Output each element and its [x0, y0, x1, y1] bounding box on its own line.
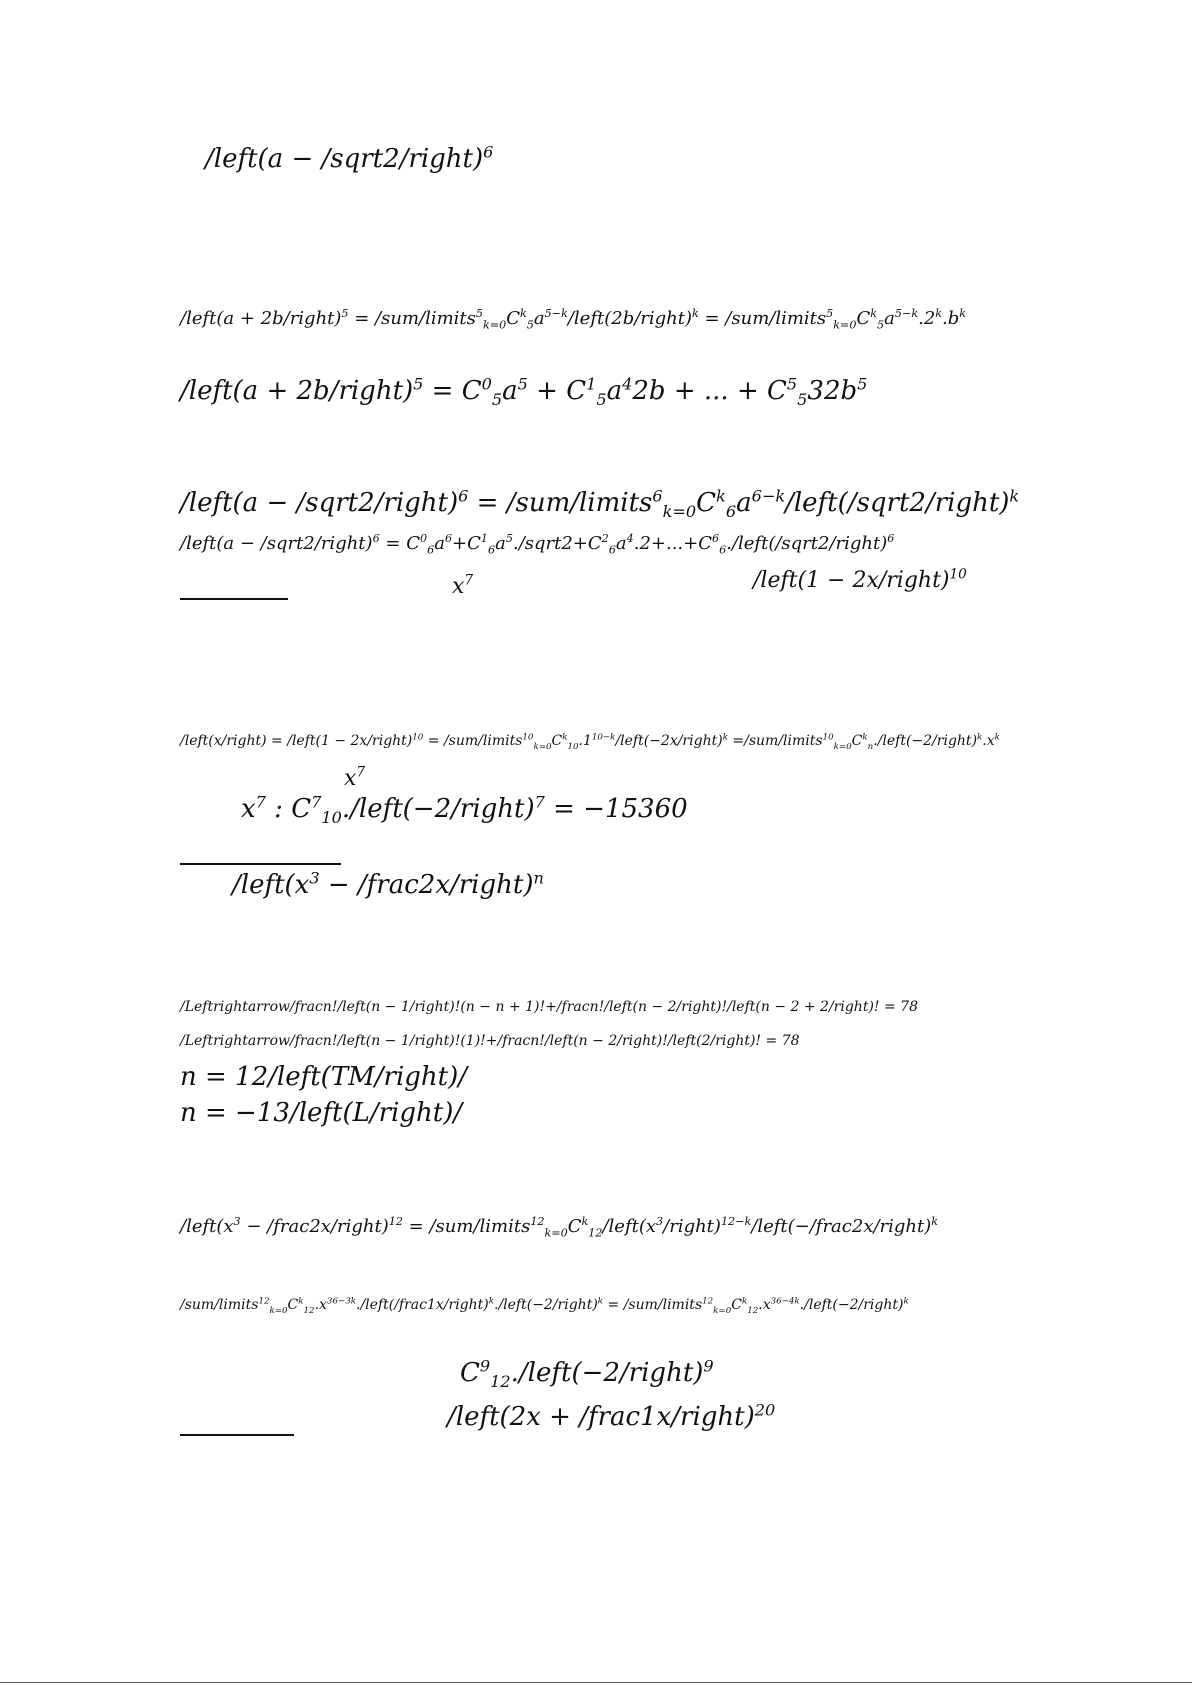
equation-11: $/left(x^3$ − /frac2x/right)$^n$ — [232, 868, 544, 900]
equation-1: /left(a − /sqrt2/right)$^6$ — [205, 142, 494, 174]
equation-7: /left(1 − 2x/right)$^{10}$ — [753, 566, 967, 593]
equation-17: $/sum/limits^{12}_{k=0}C^k_{12}.x^{36-3k}./left(/frac1x/right)^k./left(-2/right)^k$ = $/sum/limits^{12}_{k=0}C^k_{12}.x^{36-4k}./left(-2/right)^k$ — [180, 1296, 909, 1316]
equation-9: $x^7$ — [344, 764, 366, 791]
equation-8: /left(x/right) = /left(1 − 2x/right)$^{10}$ = $/sum/limits^{10}_{k=0}C^k_{10}.1^{10-k}/left(-2x/right)^k$ $=/sum/limits^{10}_{k=0}C^k_n./left(-2/right)^k.x^k$ — [180, 732, 1000, 752]
equation-16: $/left(x^3$ − /frac2x/right)$^{12}$ = $/sum/limits^{12}_{k=0}C^k_{12}/left(x^3/right)^{12-k}/left(-/frac2x/right)^k$ — [180, 1215, 939, 1240]
equation-13: /Leftrightarrow/fracn!/left(n − 1/right)!(1)!+/fracn!/left(n − 2/right)!/left(2/right)! = 78 — [180, 1033, 800, 1049]
answer-blank-2 — [180, 863, 341, 865]
equation-5: /left(a − /sqrt2/right)$^6$ = $C^0_6a^6+C^1_6a^5./sqrt2+C^2_6a^4.2+...+C^6_6./left(/sqrt2/right)^6$ — [180, 532, 895, 557]
equation-10: $x^7$ : $C^7_{10}./left(-2/right)^7 = -15360$ — [241, 792, 688, 828]
equation-19: /left(2x + /frac1x/right)$^{20}$ — [447, 1400, 776, 1432]
equation-12: /Leftrightarrow/fracn!/left(n − 1/right)!(n − n + 1)!+/fracn!/left(n − 2/right)!/left(n − 2 + 2/right)! = 78 — [180, 999, 918, 1015]
equation-15: n = −13/left(L/right)/ — [180, 1098, 463, 1128]
equation-14: n = 12/left(TM/right)/ — [180, 1062, 468, 1092]
page-bottom-border — [0, 1682, 1192, 1683]
equation-6: $x^7$ — [452, 572, 474, 599]
answer-blank-1 — [180, 598, 288, 600]
equation-2: /left(a + 2b/right)$^5$ = $/sum/limits^5_{k=0}C^k_5a^{5-k}/left(2b/right)^k$ = $/sum/limits^5_{k=0}C^k_5a^{5-k}.2^k.b^k$ — [180, 307, 967, 332]
equation-3: /left(a + 2b/right)$^5$ = $C^0_5a^5 + C^1_5a^42b$ + ... + $C^5_532b^5$ — [180, 374, 868, 410]
equation-18: $C^9_{12}./left(-2/right)^9$ — [460, 1356, 714, 1392]
answer-blank-3 — [180, 1434, 294, 1436]
equation-4: /left(a − /sqrt2/right)$^6$ = $/sum/limits^6_{k=0}C^k_6a^{6-k}/left(/sqrt2/right)^k$ — [180, 486, 1020, 522]
